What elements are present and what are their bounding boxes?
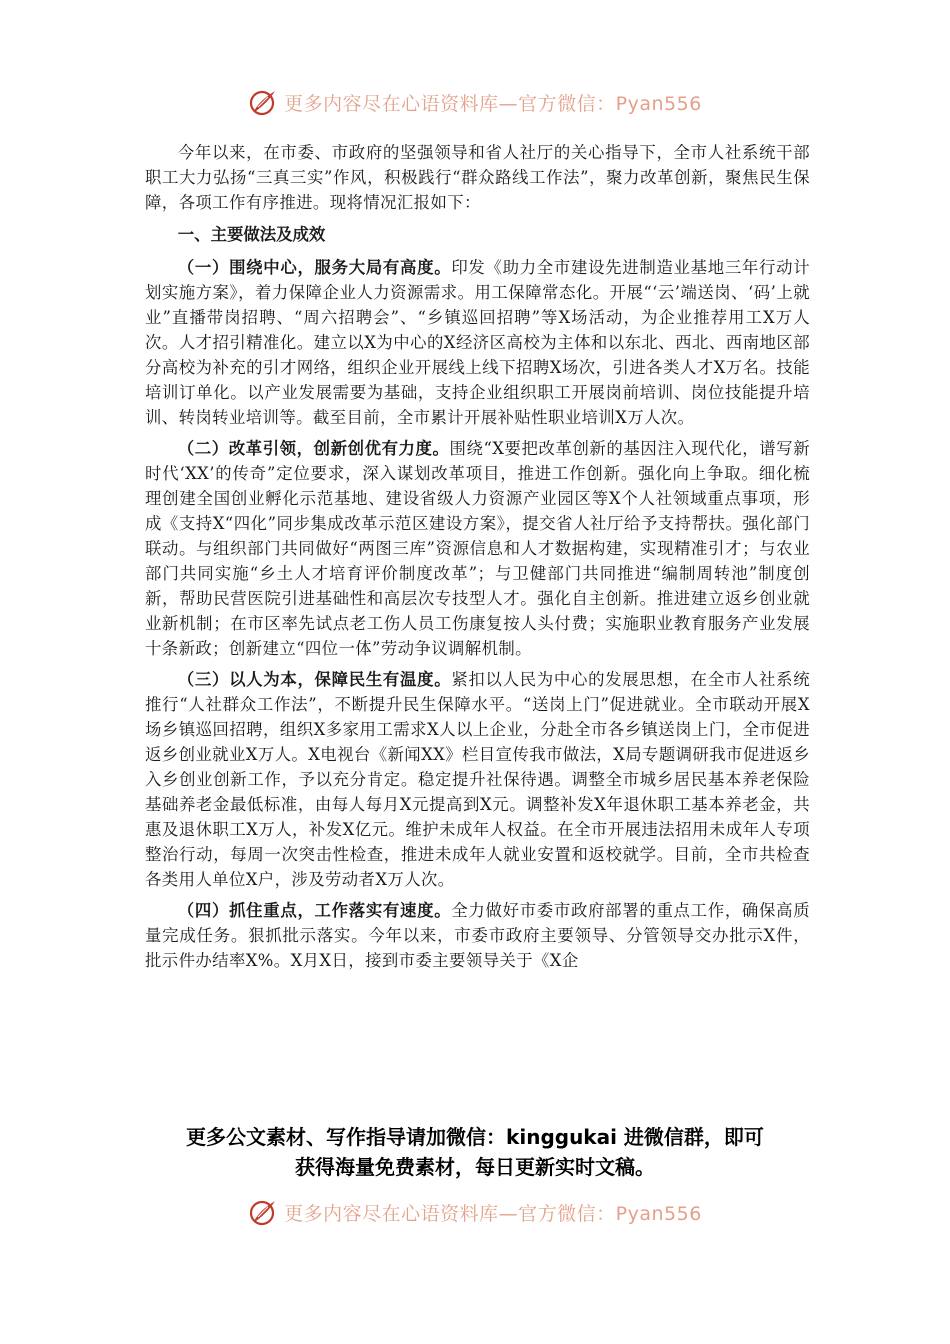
footer-banner xyxy=(0,1192,950,1232)
item-body: 印发《助力全市建设先进制造业基地三年行动计划实施方案》，着力保障企业人力资源需求。用工保障常态化。开展“‘云’端送岗、‘码’上就业”直播带岗招聘、“周六招聘会”、“乡镇巡回招聘”等X场活动，为企业推荐用工X万人次。人才招引精准化。建立以X为中心的X经济区高校为主体和以东北、西北、西南地区部分高校为补充的引才网络，组织企业开展线上线下招聘X场次，引进各类人才X万名。技能培训订单化。以产业发展需要为基础，支持企业组织职工开展岗前培训、岗位技能提升培训、转岗转业培训等。截至目前，全市累计开展补贴性职业培训X万人次。 xyxy=(145,258,810,427)
item-lead: （二）改革引领，创新创优有力度。 xyxy=(177,439,450,458)
item-body: 紧扣以人民为中心的发展思想，在全市人社系统推行“人社群众工作法”，不断提升民生保障水平。“送岗上门”促进就业。全市联动开展X场乡镇巡回招聘，组织X多家用工需求X人以上企业，分赴全市各乡镇送岗上门，全市促进返乡创业就业X万人。X电视台《新闻XX》栏目宣传我市做法，X局专题调研我市促进返乡入乡创业创新工作，予以充分肯定。稳定提升社保待遇。调整全市城乡居民基本养老保险基础养老金最低标准，由每人每月X元提高到X元。调整补发X年退休职工基本养老金，共惠及退休职工X万人，补发X亿元。维护未成年人权益。在全市开展违法招用未成年人专项整治行动，每周一次突击性检查，推进未成年人就业安置和返校就学。目前，全市共检查各类用人单位X户，涉及劳动者X万人次。 xyxy=(145,670,810,889)
header-banner xyxy=(0,82,950,122)
banner-text: 更多内容尽在心语资料库—官方微信：Pyan556 xyxy=(284,92,702,115)
item-paragraph-1 xyxy=(145,255,810,430)
item-lead: （四）抓住重点，工作落实有速度。 xyxy=(177,901,452,920)
section-heading: 一、主要做法及成效 xyxy=(177,225,326,244)
document-body xyxy=(145,140,810,979)
item-paragraph-3 xyxy=(145,667,810,892)
banner-text: 更多内容尽在心语资料库—官方微信：Pyan556 xyxy=(284,1202,702,1225)
intro-paragraph: 今年以来，在市委、市政府的坚强领导和省人社厅的关心指导下，全市人社系统干部职工大力弘扬“三真三实”作风，积极践行“群众路线工作法”，聚力改革创新，聚焦民生保障，各项工作有序推进。现将情况汇报如下： xyxy=(145,143,810,212)
promo-line-2: 获得海量免费素材，每日更新实时文稿。 xyxy=(295,1155,655,1179)
item-paragraph-2 xyxy=(145,436,810,661)
item-lead: （三）以人为本，保障民生有温度。 xyxy=(177,670,452,689)
item-paragraph-4 xyxy=(145,898,810,973)
item-lead: （一）围绕中心，服务大局有高度。 xyxy=(177,258,452,277)
item-body: 全力做好市委市政府部署的重点工作，确保高质量完成任务。狠抓批示落实。今年以来，市委市政府主要领导、分管领导交办批示X件，批示件办结率X%。X月X日，接到市委主要领导关于《X企 xyxy=(145,901,810,970)
promo-line-1: 更多公文素材、写作指导请加微信：kinggukai 进微信群，即可 xyxy=(186,1125,764,1149)
item-body: 围绕“X要把改革创新的基因注入现代化，谱写新时代‘XX’的传奇”定位要求，深入谋划改革项目，推进工作创新。强化向上争取。细化梳理创建全国创业孵化示范基地、建设省级人力资源产业园区等X个人社领域重点事项，形成《支持X“四化”同步集成改革示范区建设方案》，提交省人社厅给予支持帮扶。强化部门联动。与组织部门共同做好“两图三库”资源信息和人才数据构建，实现精准引才；与农业部门共同实施“乡土人才培育评价制度改革”；与卫健部门共同推进“编制周转池”制度创新，帮助民营医院引进基础性和高层次专技型人才。强化自主创新。推进建立返乡创业就业新机制；在市区率先试点老工伤人员工伤康复按人头付费；实施职业教育服务产业发展十条新政；创新建立“四位一体”劳动争议调解机制。 xyxy=(145,439,810,658)
leaf-pen-logo-icon xyxy=(248,87,278,117)
leaf-pen-logo-icon xyxy=(248,1197,278,1227)
